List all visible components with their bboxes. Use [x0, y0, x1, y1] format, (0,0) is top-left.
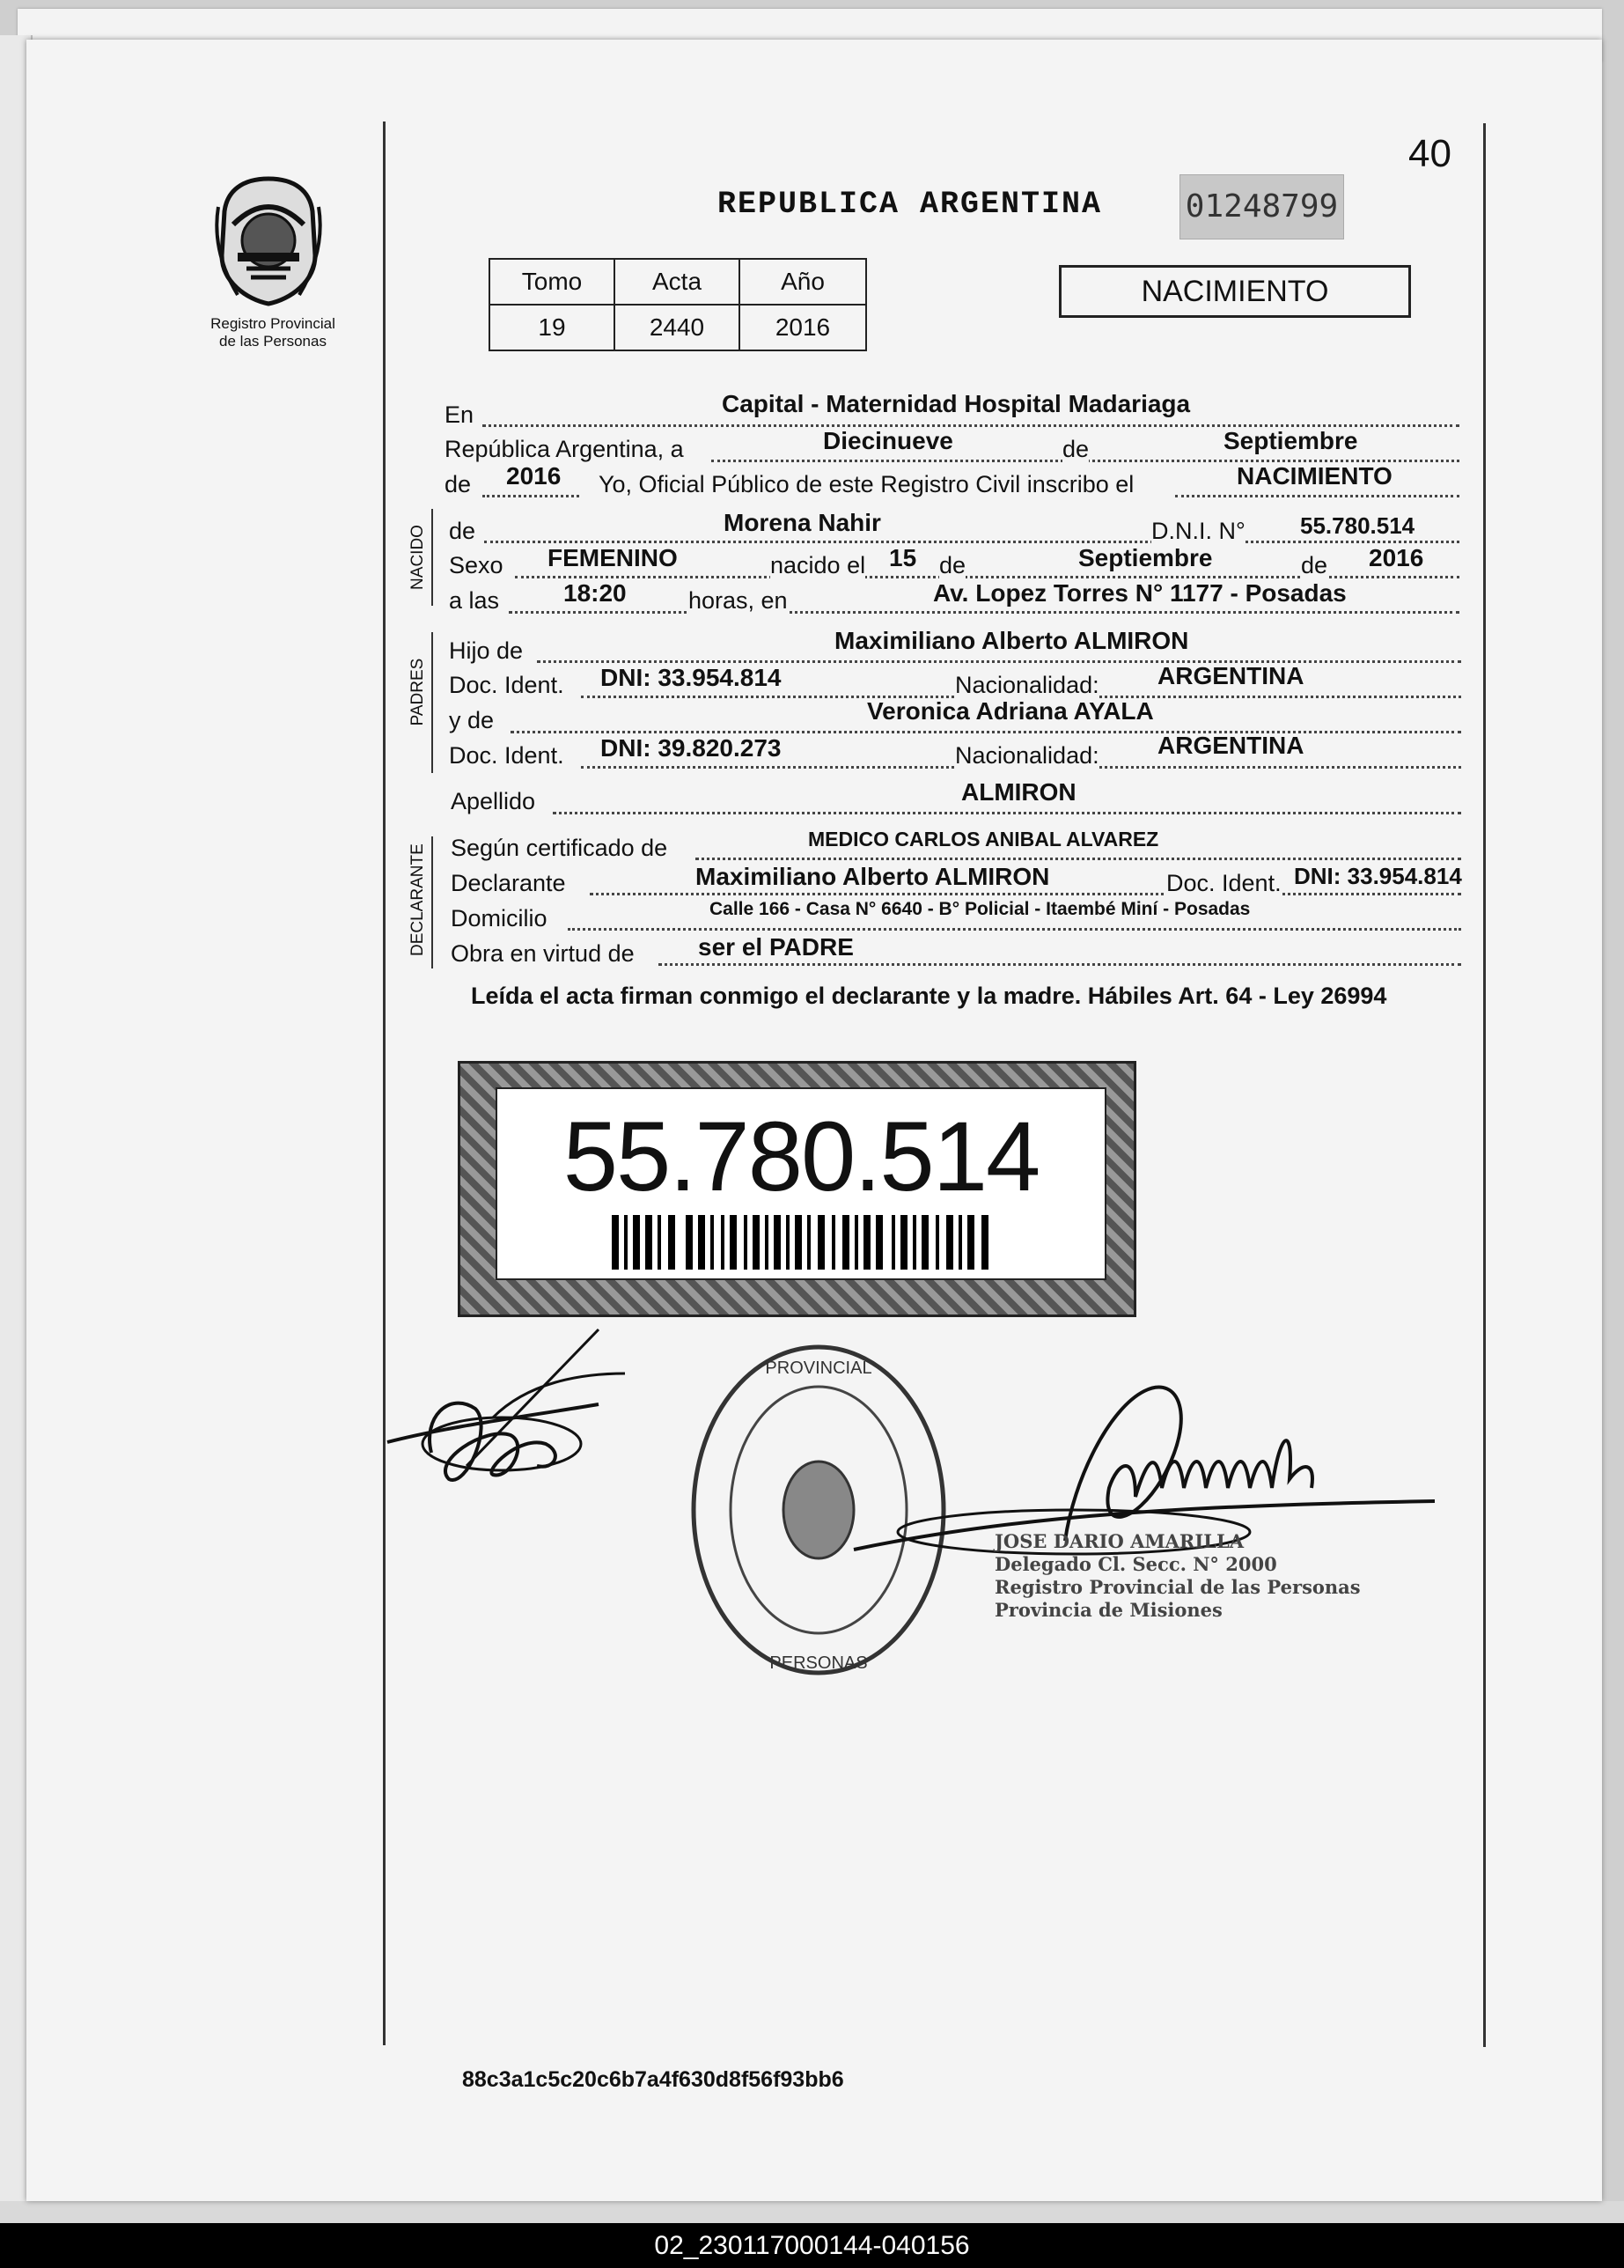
province-shield-icon — [211, 172, 326, 308]
segun-certificado-label: Según certificado de — [451, 835, 668, 861]
en-label: En — [445, 401, 474, 428]
surname-value: ALMIRON — [961, 778, 1077, 806]
y-de-label: y de — [449, 707, 495, 733]
section-divider — [431, 836, 433, 968]
svg-text:PERSONAS: PERSONAS — [769, 1653, 868, 1673]
doc-ident-label: Doc. Ident. — [449, 742, 564, 769]
nacionalidad-label: Nacionalidad: — [955, 742, 1099, 769]
logo-caption-line2: de las Personas — [219, 333, 327, 350]
de-label: de — [1062, 436, 1090, 462]
inscribe-text: Yo, Oficial Público de este Registro Civil inscribo el — [599, 471, 1135, 497]
declarante-label: Declarante — [451, 870, 566, 896]
section-divider — [431, 509, 433, 606]
mother-doc-value: DNI: 39.820.273 — [600, 734, 782, 762]
day-text-value: Diecinueve — [823, 427, 953, 454]
obra-value: ser el PADRE — [698, 933, 854, 961]
official-name: JOSE DARIO AMARILLA — [995, 1530, 1245, 1552]
footer-id: 02_230117000144-040156 — [0, 2223, 1624, 2268]
doc-ident-label: Doc. Ident. — [449, 672, 564, 698]
mother-nationality-value: ARGENTINA — [1157, 732, 1304, 759]
mother-name-value: Veronica Adriana AYALA — [867, 697, 1154, 725]
right-margin-line — [1483, 123, 1486, 2047]
child-dni-value: 55.780.514 — [1300, 512, 1415, 539]
id-sticker — [458, 1061, 1136, 1317]
nacionalidad-label: Nacionalidad: — [955, 672, 1099, 698]
nacido-el-label: nacido el — [770, 552, 866, 578]
registry-table — [489, 258, 867, 351]
anio-header: Año — [739, 259, 866, 305]
month-value: Septiembre — [1224, 427, 1358, 454]
dotted-line — [484, 541, 1459, 543]
page-number: 40 — [1408, 132, 1451, 175]
year-value: 2016 — [506, 462, 562, 490]
birth-time-value: 18:20 — [563, 579, 627, 607]
acta-value: 2440 — [614, 305, 739, 350]
logo-caption — [185, 315, 361, 350]
dotted-line — [553, 812, 1461, 814]
dotted-line — [1175, 495, 1459, 497]
obra-label: Obra en virtud de — [451, 940, 635, 967]
dotted-line — [482, 495, 579, 497]
declarant-signature — [378, 1312, 669, 1514]
dotted-line — [537, 660, 1461, 663]
barcode-icon — [612, 1215, 990, 1270]
alas-label: a las — [449, 587, 500, 614]
de-label: de — [939, 552, 966, 578]
child-name-value: Morena Nahir — [724, 509, 881, 536]
svg-text:PROVINCIAL: PROVINCIAL — [765, 1359, 872, 1378]
address-value: Calle 166 - Casa N° 6640 - B° Policial - Itaembé Miní - Posadas — [709, 899, 1251, 919]
birth-place-value: Av. Lopez Torres N° 1177 - Posadas — [933, 579, 1347, 607]
horas-label: horas, en — [688, 587, 788, 614]
apellido-label: Apellido — [451, 788, 536, 814]
father-nationality-value: ARGENTINA — [1157, 662, 1304, 689]
dni-label: D.N.I. N° — [1151, 518, 1246, 544]
act-type-box: NACIMIENTO — [1059, 265, 1411, 318]
document-title: REPUBLICA ARGENTINA — [717, 187, 1103, 222]
declarante-section-label: DECLARANTE — [408, 843, 427, 956]
certificate-value: MEDICO CARLOS ANIBAL ALVAREZ — [808, 828, 1159, 850]
doc-ident-label: Doc. Ident. — [1166, 870, 1282, 896]
anio-value: 2016 — [739, 305, 866, 350]
dotted-line — [509, 611, 1459, 614]
id-sticker-number: 55.780.514 — [562, 1101, 1040, 1211]
dotted-line — [658, 963, 1461, 966]
dotted-line — [568, 928, 1461, 931]
closing-note: Leída el acta firman conmigo el declarante y la madre. Hábiles Art. 64 - Ley 26994 — [471, 983, 1387, 1009]
logo-caption-line1: Registro Provincial — [210, 315, 335, 332]
document-hash: 88c3a1c5c20c6b7a4f630d8f56f93bb6 — [462, 2067, 844, 2092]
domicilio-label: Domicilio — [451, 905, 547, 932]
left-margin-line — [383, 122, 386, 2045]
tomo-value: 19 — [489, 305, 614, 350]
birth-year-value: 2016 — [1369, 544, 1424, 571]
de-label: de — [1301, 552, 1328, 578]
event-value: NACIMIENTO — [1237, 462, 1393, 490]
birth-month-value: Septiembre — [1078, 544, 1213, 571]
declarant-name-value: Maximiliano Alberto ALMIRON — [695, 863, 1050, 890]
declarant-doc-value: DNI: 33.954.814 — [1294, 863, 1462, 889]
id-sticker-label — [496, 1087, 1106, 1280]
dotted-line — [590, 893, 1461, 895]
birth-day-value: 15 — [889, 544, 917, 571]
official-province: Provincia de Misiones — [995, 1599, 1223, 1621]
official-office: Registro Provincial de las Personas — [995, 1576, 1361, 1598]
sexo-value: FEMENINO — [547, 544, 678, 571]
place-value: Capital - Maternidad Hospital Madariaga — [722, 390, 1191, 417]
tomo-header: Tomo — [489, 259, 614, 305]
dotted-line — [695, 858, 1461, 860]
de-label: de — [445, 471, 472, 497]
father-doc-value: DNI: 33.954.814 — [600, 664, 782, 691]
father-name-value: Maximiliano Alberto ALMIRON — [834, 627, 1189, 654]
nacido-section-label: NACIDO — [408, 525, 427, 590]
acta-header: Acta — [614, 259, 739, 305]
official-title: Delegado Cl. Secc. N° 2000 — [995, 1553, 1277, 1575]
dotted-line — [511, 731, 1461, 733]
hijo-de-label: Hijo de — [449, 637, 524, 664]
sexo-label: Sexo — [449, 552, 503, 578]
serial-number: 01248799 — [1179, 174, 1344, 239]
nacido-de-label: de — [449, 518, 476, 544]
padres-section-label: PADRES — [408, 658, 427, 726]
official-stamp — [995, 1530, 1361, 1622]
section-divider — [431, 632, 433, 773]
republica-label: República Argentina, a — [445, 436, 684, 462]
